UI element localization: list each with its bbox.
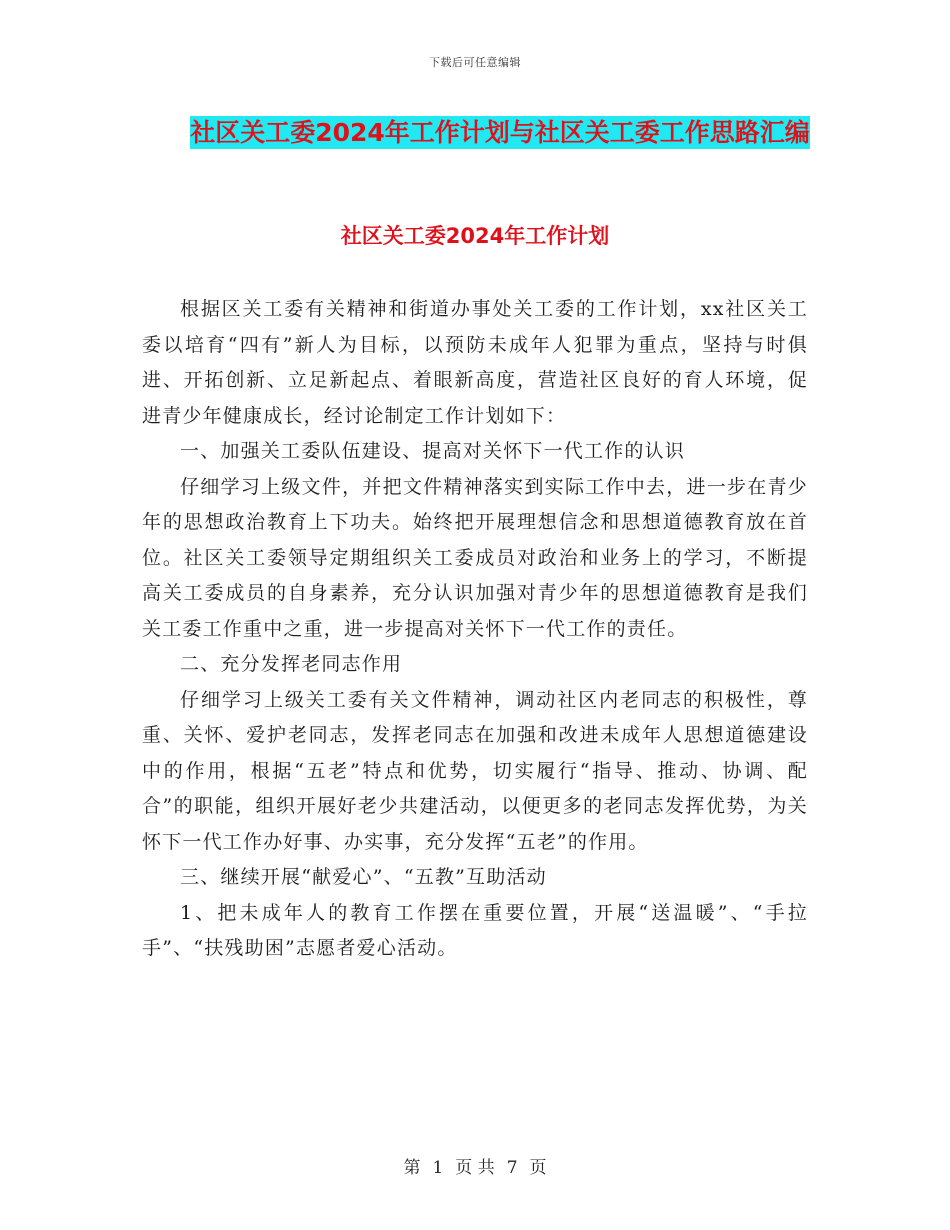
footer-mid: 页 共 — [455, 1158, 495, 1178]
current-page-number: 1 — [432, 1158, 444, 1178]
heading-3: 三、继续开展“献爱心”、“五教”互助活动 — [180, 866, 547, 888]
document-title — [185, 110, 815, 155]
paragraph-1: 仔细学习上级文件，并把文件精神落实到实际工作中去，进一步在青少年的思想政治教育上下功夫。始终把开展理想信念和思想道德教育放在首位。社区关工委领导定期组织关工委成员对政治和业务上的学习，不断提高关工委成员的自身素养，充分认识加强对青少年的思想道德教育是我们关工委工作重中之重，进一步提高对关怀下一代工作的责任。 — [142, 475, 808, 640]
total-pages-number: 7 — [506, 1158, 518, 1178]
paragraph-intro: 根据区关工委有关精神和街道办事处关工委的工作计划，xx社区关工委以培育“四有”新人为目标，以预防未成年人犯罪为重点，坚持与时俱进、开拓创新、立足新起点、着眼新高度，营造社区良好的育人环境，促进青少年健康成长，经讨论制定工作计划如下： — [142, 298, 808, 427]
footer-suffix: 页 — [529, 1158, 547, 1178]
page-footer — [0, 1153, 950, 1178]
document-body — [142, 292, 808, 967]
header-note: 下载后可任意编辑 — [429, 56, 521, 69]
heading-2: 二、充分发挥老同志作用 — [180, 653, 403, 675]
section-title: 社区关工委2024年工作计划 — [340, 224, 610, 248]
document-title-text: 社区关工委2024年工作计划与社区关工委工作思路汇编 — [190, 118, 810, 147]
paragraph-3: 1、把未成年人的教育工作摆在重要位置，开展“送温暖”、“手拉手”、“扶残助困”志愿者爱心活动。 — [142, 901, 808, 959]
paragraph-2: 仔细学习上级关工委有关文件精神，调动社区内老同志的积极性，尊重、关怀、爱护老同志，发挥老同志在加强和改进未成年人思想道德建设中的作用，根据“五老”特点和优势，切实履行“指导、推动、协调、配合”的职能，组织开展好老少共建活动，以便更多的老同志发挥优势，为关怀下一代工作办好事、办实事，充分发挥“五老”的作用。 — [142, 688, 808, 853]
heading-1: 一、加强关工委队伍建设、提高对关怀下一代工作的认识 — [180, 440, 686, 462]
footer-prefix: 第 — [403, 1158, 421, 1178]
